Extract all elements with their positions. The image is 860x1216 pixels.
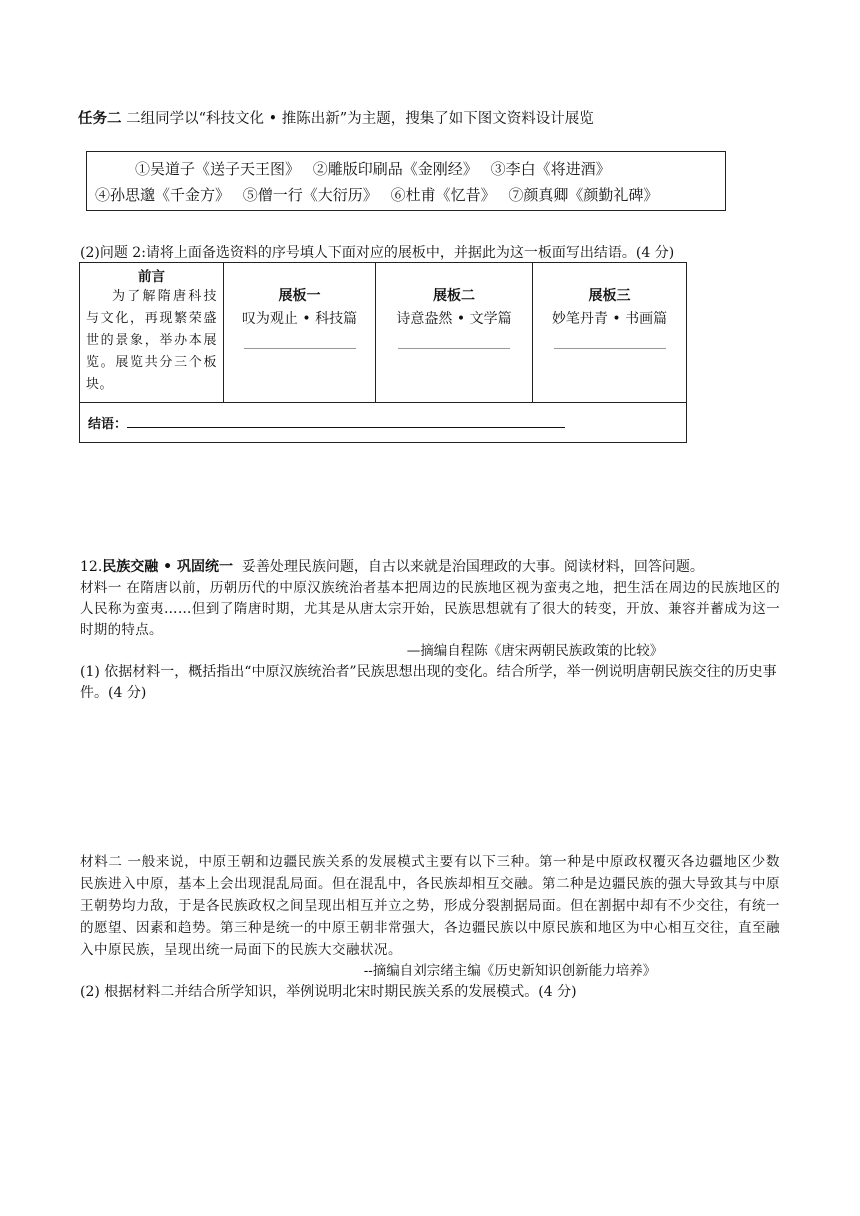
material-item: ④孙思邈《千金方》 xyxy=(95,186,231,204)
question-12-heading-line xyxy=(80,557,780,578)
conclusion-answer-line[interactable] xyxy=(127,427,565,428)
material-item: ⑤僧一行《大衍历》 xyxy=(242,186,378,204)
panel-two[interactable] xyxy=(376,263,533,403)
question-number: 12. xyxy=(80,559,103,575)
material-item: ②雕版印刷品《金刚经》 xyxy=(312,160,478,178)
task-two-line xyxy=(78,107,594,128)
panel-answer-blank[interactable] xyxy=(398,342,510,349)
panel-three[interactable] xyxy=(533,263,687,403)
task-label: 任务二 xyxy=(78,111,122,127)
question-intro: 妥善处理民族问题，自古以来就是治国理政的大事。阅读材料，回答问题。 xyxy=(241,559,704,575)
panel-subtitle: 叹为观止 • 科技篇 xyxy=(241,311,358,327)
material-one-source: —摘编自程陈《唐宋两朝民族政策的比较》 xyxy=(406,643,664,659)
conclusion-label: 结语： xyxy=(88,417,128,432)
sub-question-2: (2) 根据材料二并结合所学知识，举例说明北宋时期民族关系的发展模式。(4 分) xyxy=(80,984,577,1000)
preface-text: 为了解隋唐科技与文化，再现繁荣盛世的景象，举办本展览。展览共分三个板块。 xyxy=(86,289,217,392)
material-two-source: --摘编自刘宗绪主编《历史新知识创新能力培养》 xyxy=(363,963,657,979)
panel-one[interactable] xyxy=(224,263,376,403)
materials-row-1 xyxy=(95,156,717,182)
preface-cell xyxy=(80,263,224,403)
panel-answer-blank[interactable] xyxy=(554,342,666,349)
material-one: 材料一 在隋唐以前，历朝历代的中原汉族统治者基本把周边的民族地区视为蛮夷之地，把生活在周边的民族地区的人民称为蛮夷……但到了隋唐时期，尤其是从唐太宗开始，民族思想就有了很大的转变，开放、兼容并蓄成为这一时期的特点。 xyxy=(80,580,780,638)
material-item: ⑦颜真卿《颜勤礼碑》 xyxy=(508,186,659,204)
panel-subtitle: 妙笔丹青 • 书画篇 xyxy=(551,311,668,327)
question-12 xyxy=(80,557,780,704)
panel-title: 展板一 xyxy=(278,288,321,304)
materials-box xyxy=(86,151,726,211)
question-2-prompt: (2)问题 2:请将上面备选资料的序号填人下面对应的展板中，并据此为这一板面写出结语。(4 分) xyxy=(80,245,675,261)
material-item: ③李白《将进酒》 xyxy=(490,160,611,178)
panel-answer-blank[interactable] xyxy=(244,342,356,349)
material-item: ①吴道子《送子天王图》 xyxy=(135,160,301,178)
sub-question-1: (1) 依据材料一，概括指出“中原汉族统治者”民族思想出现的变化。结合所学，举一例说明唐朝民族交往的历史事件。(4 分) xyxy=(80,664,777,701)
material-item: ⑥杜甫《忆昔》 xyxy=(390,186,496,204)
question-heading: 民族交融 • 巩固统一 xyxy=(102,559,233,575)
material-two-block xyxy=(80,851,780,1003)
conclusion-row[interactable] xyxy=(80,403,687,443)
panel-title: 展板二 xyxy=(433,288,475,304)
exhibit-table xyxy=(79,262,687,443)
panel-title: 展板三 xyxy=(588,288,631,304)
preface-title: 前言 xyxy=(138,269,165,285)
material-two: 材料二 一般来说，中原王朝和边疆民族关系的发展模式主要有以下三种。第一种是中原政权覆灭各边疆地区少数民族进入中原，基本上会出现混乱局面。但在混乱中，各民族却相互交融。第二种是边疆民族的强大导致其与中原王朝势均力敌，于是各民族政权之间呈现出相互并立之势，形成分裂割据局面。但在割据中却有不少交往，有统一的愿望、因素和趋势。第三种是统一的中原王朝非常强大，各边疆民族以中原民族和地区为中心相互交往，直至融入中原民族，呈现出统一局面下的民族大交融状况。 xyxy=(80,854,780,958)
task-text: 二组同学以“科技文化 • 推陈出新”为主题，搜集了如下图文资料设计展览 xyxy=(126,111,594,127)
materials-row-2 xyxy=(95,182,717,208)
panel-subtitle: 诗意盎然 • 文学篇 xyxy=(396,311,512,327)
